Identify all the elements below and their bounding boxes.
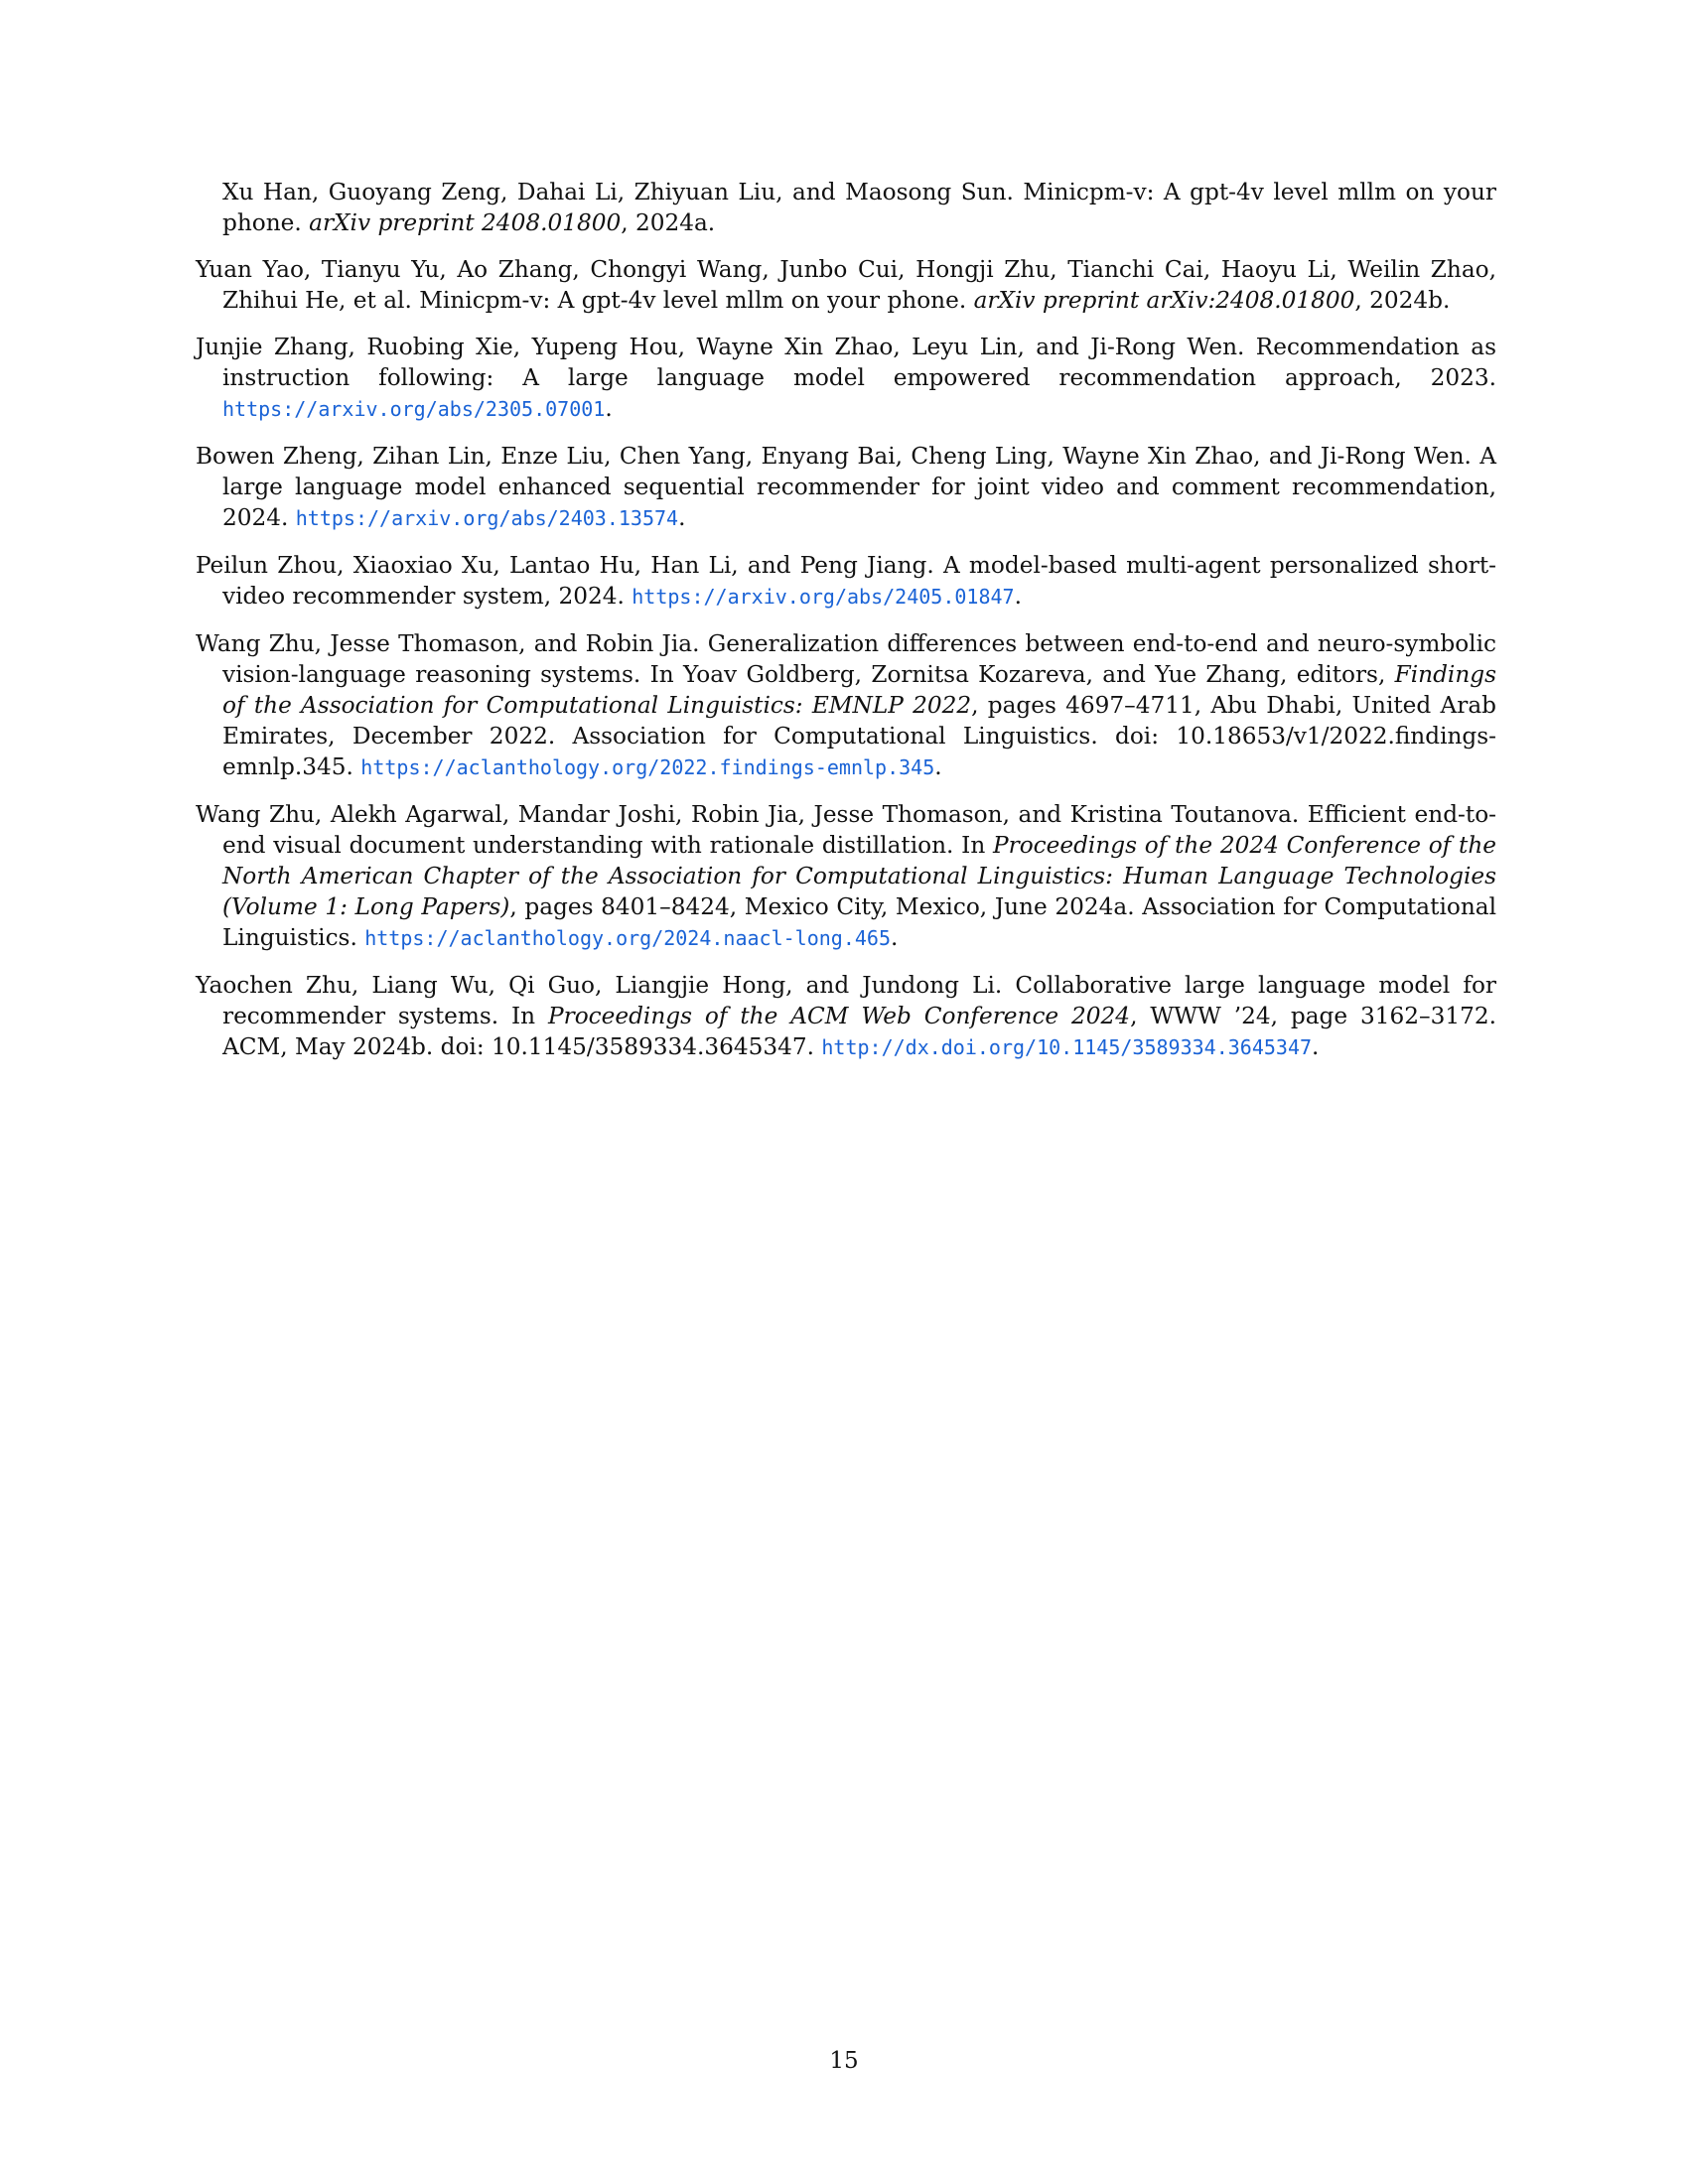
reference-entry (196, 628, 1496, 783)
reference-text: Xu Han, Guoyang Zeng, Dahai Li, Zhiyuan Liu, and Maosong Sun. Minicpm-v: A gpt-4v level mllm on your phone. (222, 179, 1496, 236)
reference-text: , WWW ’24, page 3162–3172. ACM, May 2024b. doi: 10.1145/3589334.3645347. (222, 1003, 1496, 1060)
reference-text: . (1014, 583, 1022, 610)
reference-entry (196, 799, 1496, 954)
reference-entry (196, 177, 1496, 238)
reference-text: . (934, 753, 942, 780)
reference-text: . (891, 924, 899, 951)
reference-entry (196, 550, 1496, 613)
reference-venue: arXiv preprint 2408.01800 (309, 209, 622, 236)
reference-link[interactable]: https://arxiv.org/abs/2403.13574 (295, 506, 679, 530)
reference-venue: Proceedings of the 2024 Conference of the North American Chapter of the Association for Computational Linguistics: Human Language Technologies (Volume 1: Long Papers) (222, 832, 1497, 920)
reference-entry (196, 332, 1496, 425)
reference-link[interactable]: https://arxiv.org/abs/2405.01847 (632, 585, 1015, 609)
reference-text: Yuan Yao, Tianyu Yu, Ao Zhang, Chongyi Wang, Junbo Cui, Hongji Zhu, Tianchi Cai, Haoyu Li, Weilin Zhao, Zhihui He, et al. Minicpm-v: A gpt-4v level mllm on your phone. (196, 256, 1496, 314)
reference-text: Bowen Zheng, Zihan Lin, Enze Liu, Chen Yang, Enyang Bai, Cheng Ling, Wayne Xin Zhao, and Ji-Rong Wen. A large language model enhanced sequential recommender for joint video and comment recommendation, 2024. (196, 443, 1496, 531)
reference-text: , pages 4697–4711, Abu Dhabi, United Arab Emirates, December 2022. Association for Computational Linguistics. doi: 10.18653/v1/2022.findings-emnlp.345. (222, 692, 1497, 780)
reference-text: Peilun Zhou, Xiaoxiao Xu, Lantao Hu, Han Li, and Peng Jiang. A model-based multi-agent personalized short-video recommender system, 2024. (196, 552, 1496, 610)
reference-link[interactable]: https://aclanthology.org/2022.findings-emnlp.345 (360, 755, 935, 779)
reference-list (196, 177, 1496, 1079)
reference-venue: Findings of the Association for Computational Linguistics: EMNLP 2022 (222, 661, 1496, 719)
reference-text: , pages 8401–8424, Mexico City, Mexico, June 2024a. Association for Computational Linguistics. (222, 893, 1496, 951)
reference-text: Junjie Zhang, Ruobing Xie, Yupeng Hou, Wayne Xin Zhao, Leyu Lin, and Ji-Rong Wen. Recommendation as instruction following: A large language model empowered recommendation approach, 2023. (196, 334, 1496, 391)
page-number: 15 (829, 2048, 859, 2074)
reference-text: Wang Zhu, Alekh Agarwal, Mandar Joshi, Robin Jia, Jesse Thomason, and Kristina Toutanova. Efficient end-to-end visual document understanding with rationale distillation. In (196, 801, 1496, 859)
reference-venue: Proceedings of the ACM Web Conference 2024 (548, 1003, 1131, 1029)
reference-text: . (605, 395, 613, 422)
reference-text: , 2024b. (1354, 287, 1451, 314)
reference-link[interactable]: https://arxiv.org/abs/2305.07001 (222, 397, 606, 421)
reference-text: . (1312, 1033, 1320, 1060)
reference-link[interactable]: http://dx.doi.org/10.1145/3589334.3645347 (821, 1035, 1313, 1059)
reference-link[interactable]: https://aclanthology.org/2024.naacl-long.465 (364, 926, 892, 950)
reference-text: Wang Zhu, Jesse Thomason, and Robin Jia. Generalization differences between end-to-end and neuro-symbolic vision-language reasoning systems. In Yoav Goldberg, Zornitsa Kozareva, and Yue Zhang, editors, (196, 630, 1496, 688)
reference-text: Yaochen Zhu, Liang Wu, Qi Guo, Liangjie Hong, and Jundong Li. Collaborative large language model for recommender systems. In (196, 972, 1496, 1029)
reference-venue: arXiv preprint arXiv:2408.01800 (973, 287, 1355, 314)
reference-entry (196, 441, 1496, 534)
reference-text: , 2024a. (621, 209, 716, 236)
reference-text: . (678, 504, 686, 531)
reference-entry (196, 254, 1496, 316)
reference-entry (196, 970, 1496, 1063)
